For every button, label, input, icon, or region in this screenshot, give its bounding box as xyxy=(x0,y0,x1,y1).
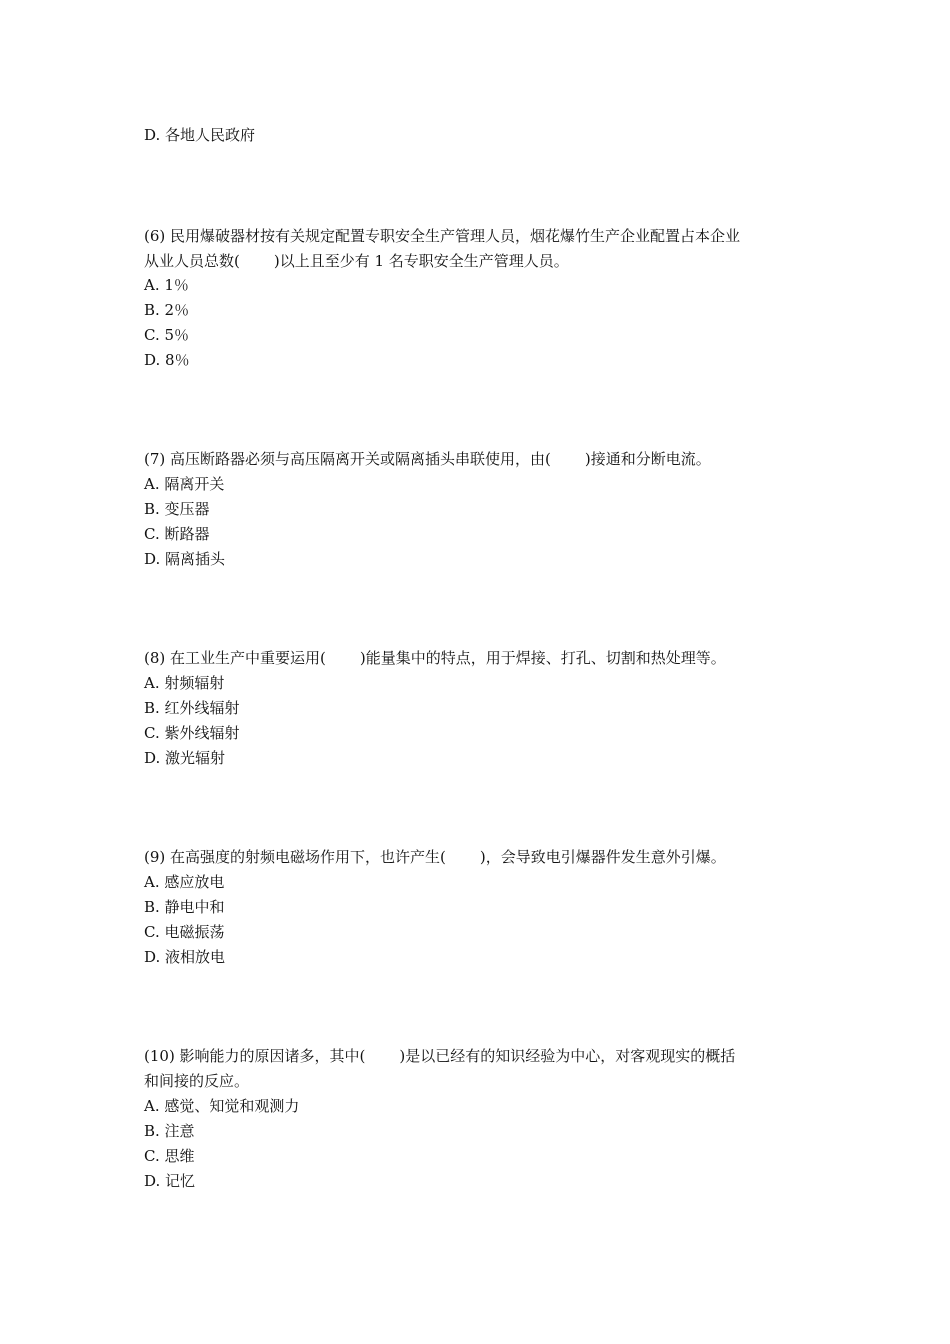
question-6-text-line-1: (6) 民用爆破器材按有关规定配置专职安全生产管理人员，烟花爆竹生产企业配置占本企业 xyxy=(144,227,741,245)
question-7-option-c: C. 断路器 xyxy=(144,525,210,543)
question-10-text-part-a: (10) 影响能力的原因诸多，其中( xyxy=(144,1047,366,1065)
question-10-option-a: A. 感觉、知觉和观测力 xyxy=(144,1097,300,1115)
question-9-text-part-a: (9) 在高强度的射频电磁场作用下，也许产生( xyxy=(144,848,446,866)
question-8-option-d: D. 激光辐射 xyxy=(144,749,226,767)
question-6-option-b: B. 2％ xyxy=(144,301,190,319)
question-6-text-part-a: 从业人员总数( xyxy=(144,252,240,270)
question-8-text-part-a: (8) 在工业生产中重要运用( xyxy=(144,649,326,667)
question-6-text-part-b: )以上且至少有 1 名专职安全生产管理人员。 xyxy=(273,252,569,270)
question-9-text xyxy=(144,845,824,870)
question-9-option-b: B. 静电中和 xyxy=(144,898,225,916)
question-9-option-a: A. 感应放电 xyxy=(144,873,225,891)
question-9-text-part-b: )，会导致电引爆器件发生意外引爆。 xyxy=(479,848,726,866)
question-9-option-d: D. 液相放电 xyxy=(144,948,226,966)
question-6-option-d: D. 8％ xyxy=(144,351,190,369)
question-10-option-d: D. 记忆 xyxy=(144,1172,196,1190)
question-8-text-part-b: )能量集中的特点，用于焊接、打孔、切割和热处理等。 xyxy=(359,649,726,667)
question-10-option-c: C. 思维 xyxy=(144,1147,195,1165)
question-7-option-a: A. 隔离开关 xyxy=(144,475,225,493)
question-8-option-a: A. 射频辐射 xyxy=(144,674,225,692)
question-10-option-b: B. 注意 xyxy=(144,1122,195,1140)
question-6-option-c: C. 5％ xyxy=(144,326,190,344)
question-10-text-part-b: )是以已经有的知识经验为中心，对客观现实的概括 xyxy=(399,1047,736,1065)
question-7-option-d: D. 隔离插头 xyxy=(144,550,226,568)
question-7-option-b: B. 变压器 xyxy=(144,500,210,518)
question-6-option-a: A. 1％ xyxy=(144,276,189,294)
question-8-option-b: B. 红外线辐射 xyxy=(144,699,240,717)
question-6-text-line-2 xyxy=(144,249,824,274)
question-9-option-c: C. 电磁振荡 xyxy=(144,923,225,941)
question-7-text-part-a: (7) 高压断路器必须与高压隔离开关或隔离插头串联使用，由( xyxy=(144,450,551,468)
question-8-option-c: C. 紫外线辐射 xyxy=(144,724,240,742)
question-7-text-part-b: )接通和分断电流。 xyxy=(584,450,711,468)
option-d-prev-question: D. 各地人民政府 xyxy=(144,126,256,144)
question-10-text-line-2: 和间接的反应。 xyxy=(144,1072,250,1090)
question-10-text-line-1 xyxy=(144,1044,824,1069)
question-7-text xyxy=(144,447,824,472)
question-8-text xyxy=(144,646,824,671)
